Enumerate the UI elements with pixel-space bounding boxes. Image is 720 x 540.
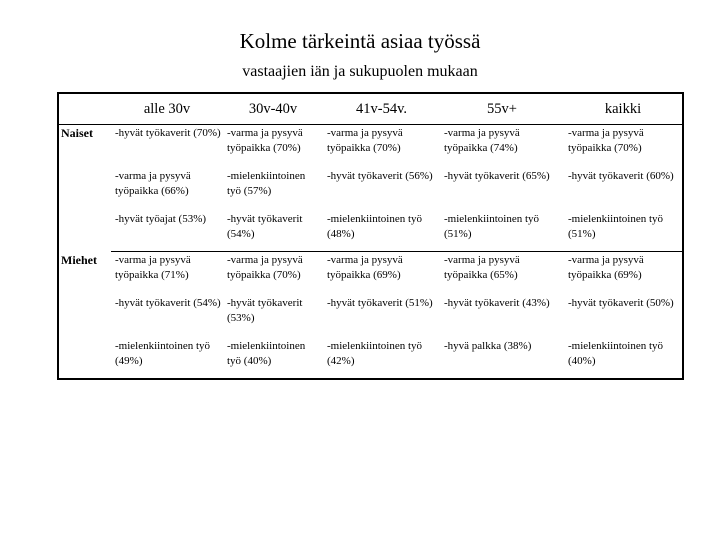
- table-cell: -hyvät työkaverit (53%): [227, 297, 303, 324]
- header-cell-alle-30v: alle 30v: [111, 93, 223, 125]
- table-cell: -mielenkiintoinen työ (57%): [227, 170, 306, 197]
- header-row: [58, 93, 683, 125]
- table-cell: -mielenkiintoinen työ (48%): [323, 212, 440, 252]
- table-row: [58, 296, 683, 339]
- table-cell: -varma ja pysyvä työpaikka (70%): [227, 127, 303, 154]
- table-cell: -hyvät työkaverit (54%): [223, 212, 323, 252]
- table-cell: -hyvät työkaverit (60%): [568, 170, 674, 182]
- table-row: [58, 125, 683, 170]
- table-cell: -hyvät työkaverit (65%): [444, 170, 550, 182]
- header-cell-kaikki: kaikki: [564, 93, 683, 125]
- table-cell: -hyvät työkaverit (54%): [115, 297, 221, 309]
- table-cell: -hyvät työajat (53%): [111, 212, 223, 252]
- table-cell: -hyvät työkaverit (56%): [327, 170, 433, 182]
- table-row: [58, 339, 683, 379]
- table-cell: -hyvät työkaverit (43%): [444, 297, 550, 309]
- table-cell: -mielenkiintoinen työ (49%): [115, 340, 211, 367]
- table-cell: -mielenkiintoinen työ (51%): [440, 212, 564, 252]
- table-cell: -varma ja pysyvä työpaikka (71%): [115, 254, 191, 281]
- table-cell: -varma ja pysyvä työpaikka (70%): [227, 254, 303, 281]
- header-cell-41v-54v: 41v-54v.: [323, 93, 440, 125]
- header-cell-55v: 55v+: [440, 93, 564, 125]
- header-cell-corner: [58, 93, 111, 125]
- group-label-naiset: Naiset: [61, 126, 93, 140]
- results-table: [57, 92, 684, 380]
- table-row: [58, 169, 683, 212]
- table-cell: -varma ja pysyvä työpaikka (70%): [568, 127, 644, 154]
- table-cell: -hyvät työkaverit (51%): [327, 297, 433, 309]
- table-cell: -hyvät työkaverit (70%): [115, 127, 221, 139]
- table-cell: -hyvä palkka (38%): [444, 340, 532, 352]
- table-cell: -mielenkiintoinen työ (51%): [564, 212, 683, 252]
- table-cell: -hyvät työkaverit (50%): [568, 297, 674, 309]
- table-cell: -mielenkiintoinen työ (40%): [227, 340, 306, 367]
- table-cell: -varma ja pysyvä työpaikka (74%): [444, 127, 520, 154]
- table-cell: -varma ja pysyvä työpaikka (69%): [568, 254, 644, 281]
- table-cell: -varma ja pysyvä työpaikka (69%): [327, 254, 403, 281]
- table-row: [58, 252, 683, 297]
- table-cell: -mielenkiintoinen työ (42%): [327, 340, 423, 367]
- page-subtitle: vastaajien iän ja sukupuolen mukaan: [242, 63, 478, 80]
- table-row: [58, 212, 683, 252]
- table-cell: -varma ja pysyvä työpaikka (65%): [444, 254, 520, 281]
- table-cell: -varma ja pysyvä työpaikka (66%): [115, 170, 191, 197]
- page-title: Kolme tärkeintä asiaa työssä: [239, 29, 481, 53]
- table-cell: -varma ja pysyvä työpaikka (70%): [327, 127, 403, 154]
- group-label-miehet: Miehet: [61, 252, 97, 267]
- header-cell-30v-40v: 30v-40v: [223, 93, 323, 125]
- table-cell: -mielenkiintoinen työ (40%): [568, 340, 664, 367]
